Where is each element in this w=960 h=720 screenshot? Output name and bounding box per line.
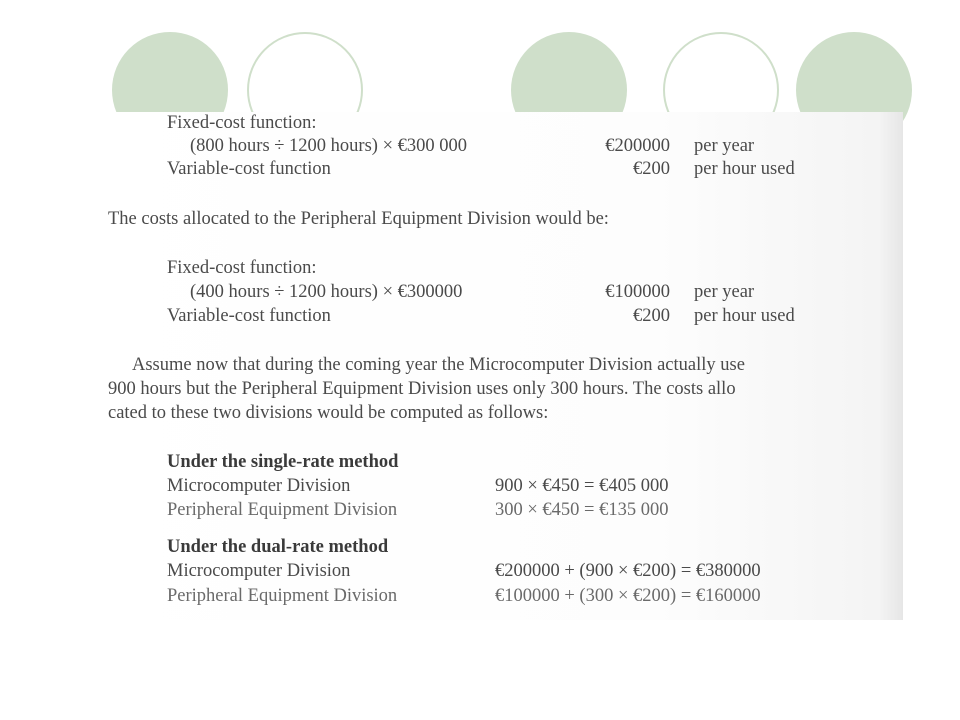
single-rate-row-calc: 300 × €450 = €135 000 bbox=[495, 500, 669, 520]
fixed-cost-calc-1: (800 hours ÷ 1200 hours) × €300 000 bbox=[190, 136, 468, 156]
fixed-cost-label-1: Fixed-cost function: bbox=[167, 113, 317, 133]
fixed-cost-label-2: Fixed-cost function: bbox=[167, 258, 317, 278]
variable-cost-unit-1: per hour used bbox=[694, 159, 795, 179]
dual-rate-row-label: Peripheral Equipment Division bbox=[167, 586, 398, 606]
fixed-cost-amount-2: €100000 bbox=[605, 282, 670, 302]
paragraph-assume-line-3: cated to these two divisions would be computed as follows: bbox=[108, 403, 549, 423]
single-rate-row-calc: 900 × €450 = €405 000 bbox=[495, 476, 669, 496]
scanned-page bbox=[88, 112, 903, 620]
fixed-cost-amount-1: €200000 bbox=[605, 136, 670, 156]
variable-cost-label-1: Variable-cost function bbox=[167, 159, 331, 179]
dual-rate-heading: Under the dual-rate method bbox=[167, 537, 389, 557]
variable-cost-label-2: Variable-cost function bbox=[167, 306, 331, 326]
dual-rate-row-label: Microcomputer Division bbox=[167, 561, 351, 581]
paragraph-assume-line-2: 900 hours but the Peripheral Equipment Division uses only 300 hours. The costs allo bbox=[108, 379, 736, 399]
dual-rate-row-calc: €100000 + (300 × €200) = €160000 bbox=[495, 586, 761, 606]
single-rate-row-label: Microcomputer Division bbox=[167, 476, 351, 496]
dual-rate-row-calc: €200000 + (900 × €200) = €380000 bbox=[495, 561, 761, 581]
single-rate-row-label: Peripheral Equipment Division bbox=[167, 500, 398, 520]
variable-cost-amount-2: €200 bbox=[633, 306, 670, 326]
single-rate-heading: Under the single-rate method bbox=[167, 452, 399, 472]
fixed-cost-unit-1: per year bbox=[694, 136, 755, 156]
fixed-cost-calc-2: (400 hours ÷ 1200 hours) × €300000 bbox=[190, 282, 463, 302]
paragraph-peripheral-intro: The costs allocated to the Peripheral Equipment Division would be: bbox=[108, 209, 609, 229]
fixed-cost-unit-2: per year bbox=[694, 282, 755, 302]
variable-cost-unit-2: per hour used bbox=[694, 306, 795, 326]
paragraph-assume-line-1: Assume now that during the coming year the Microcomputer Division actually use bbox=[132, 355, 745, 375]
variable-cost-amount-1: €200 bbox=[633, 159, 670, 179]
